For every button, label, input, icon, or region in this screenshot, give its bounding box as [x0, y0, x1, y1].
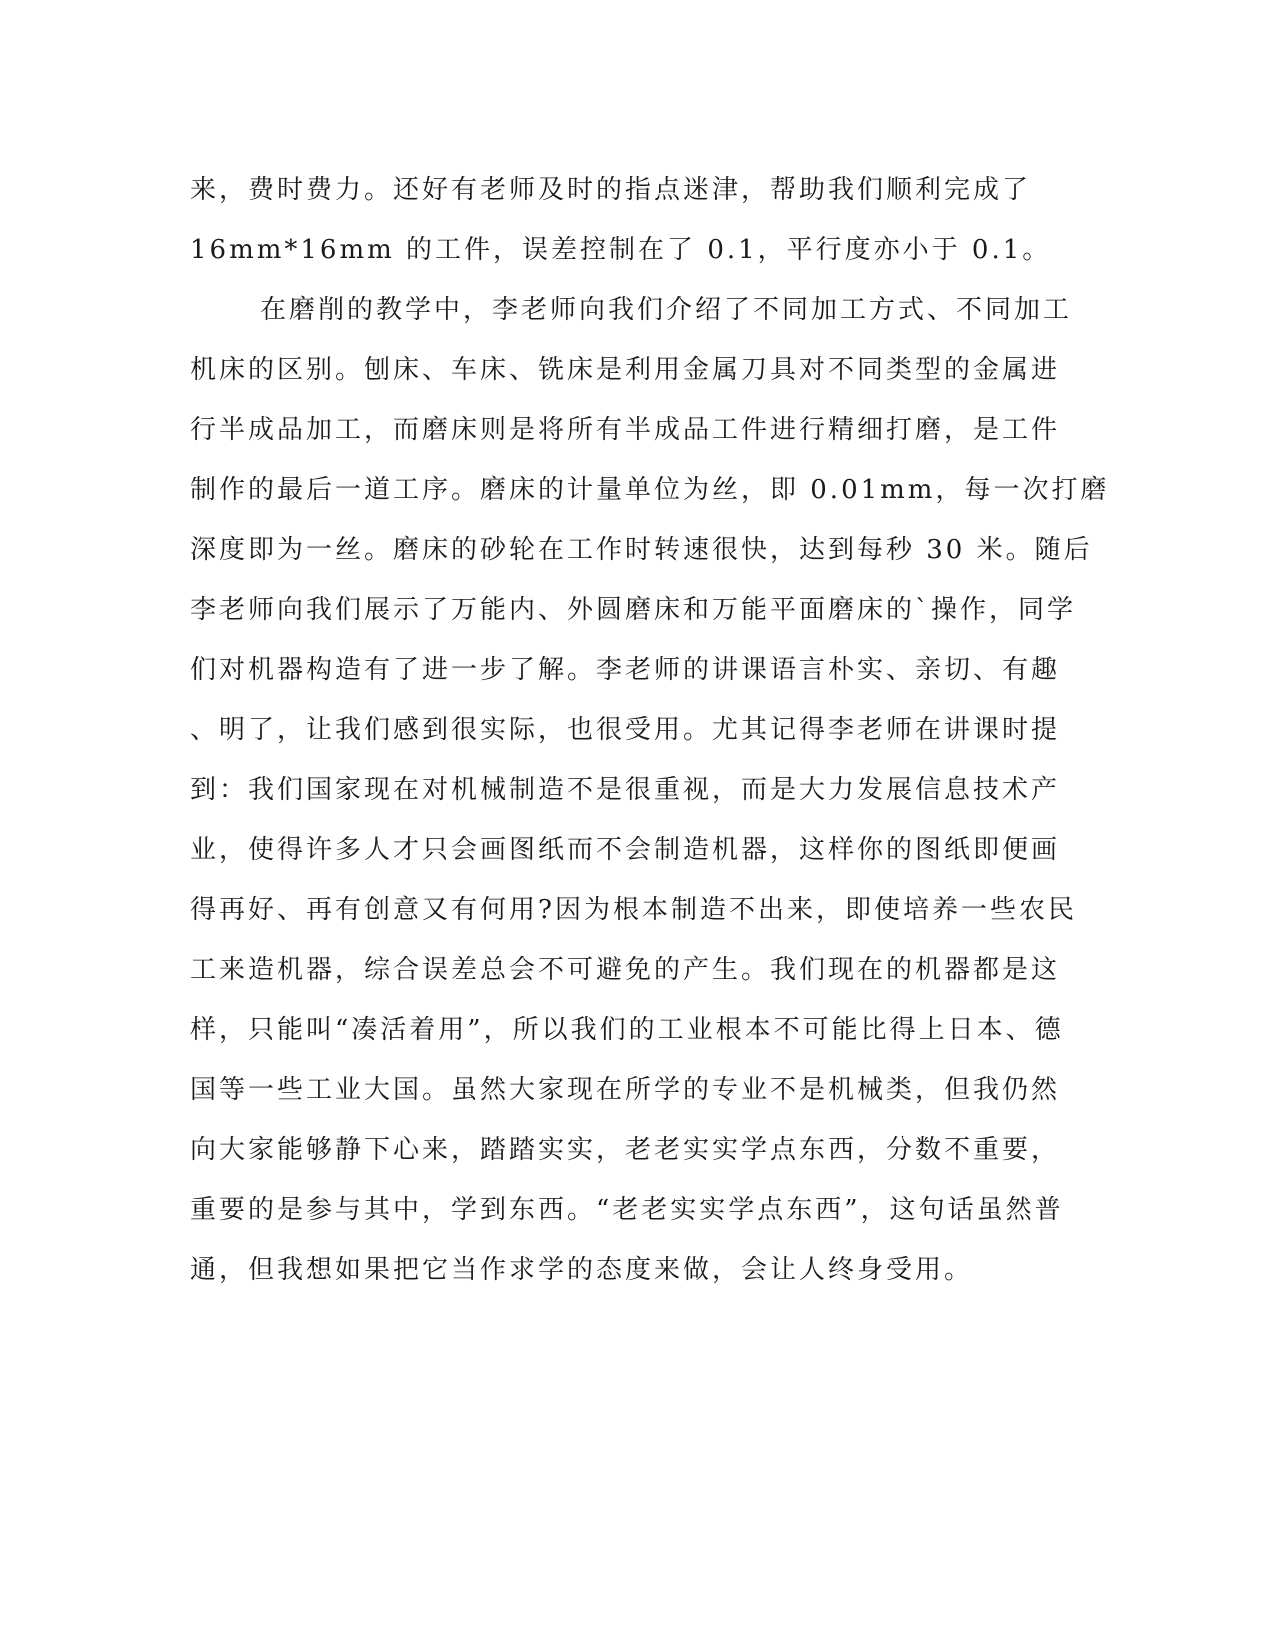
text-line: 工来造机器，综合误差总会不可避免的产生。我们现在的机器都是这 — [190, 955, 1061, 985]
text-line: 机床的区别。刨床、车床、铣床是利用金属刀具对不同类型的金属进 — [190, 355, 1061, 385]
text-line: 样，只能叫“凑活着用”，所以我们的工业根本不可能比得上日本、德 — [190, 1015, 1064, 1045]
text-line: 业，使得许多人才只会画图纸而不会制造机器，这样你的图纸即便画 — [190, 835, 1061, 865]
text-line: 李老师向我们展示了万能内、外圆磨床和万能平面磨床的`操作，同学 — [190, 595, 1077, 625]
text-line: 到：我们国家现在对机械制造不是很重视，而是大力发展信息技术产 — [190, 775, 1061, 805]
text-line: 通，但我想如果把它当作求学的态度来做，会让人终身受用。 — [190, 1255, 974, 1285]
paragraph-2 — [190, 280, 1110, 1300]
text-line: 国等一些工业大国。虽然大家现在所学的专业不是机械类，但我仍然 — [190, 1075, 1061, 1105]
paragraph-1 — [190, 160, 1070, 280]
text-line: 来，费时费力。还好有老师及时的指点迷津，帮助我们顺利完成了 — [190, 175, 1032, 205]
text-line: 向大家能够静下心来，踏踏实实，老老实实学点东西，分数不重要， — [190, 1135, 1061, 1165]
text-line: 行半成品加工，而磨床则是将所有半成品工件进行精细打磨，是工件 — [190, 415, 1061, 445]
text-line: 16mm*16mm 的工件，误差控制在了 0.1，平行度亦小于 0.1。 — [190, 235, 1052, 265]
document-body — [190, 160, 1110, 1300]
text-line: 、明了，让我们感到很实际，也很受用。尤其记得李老师在讲课时提 — [190, 715, 1061, 745]
text-line: 重要的是参与其中，学到东西。“老老实实学点东西”，这句话虽然普 — [190, 1195, 1064, 1225]
text-line: 们对机器构造有了进一步了解。李老师的讲课语言朴实、亲切、有趣 — [190, 655, 1061, 685]
text-line: 在磨削的教学中，李老师向我们介绍了不同加工方式、不同加工 — [260, 295, 1073, 325]
text-line: 得再好、再有创意又有何用?因为根本制造不出来，即使培养一些农民 — [190, 895, 1077, 925]
text-line: 深度即为一丝。磨床的砂轮在工作时转速很快，达到每秒 30 米。随后 — [190, 535, 1093, 565]
text-line: 制作的最后一道工序。磨床的计量单位为丝，即 0.01mm，每一次打磨 — [190, 475, 1110, 505]
